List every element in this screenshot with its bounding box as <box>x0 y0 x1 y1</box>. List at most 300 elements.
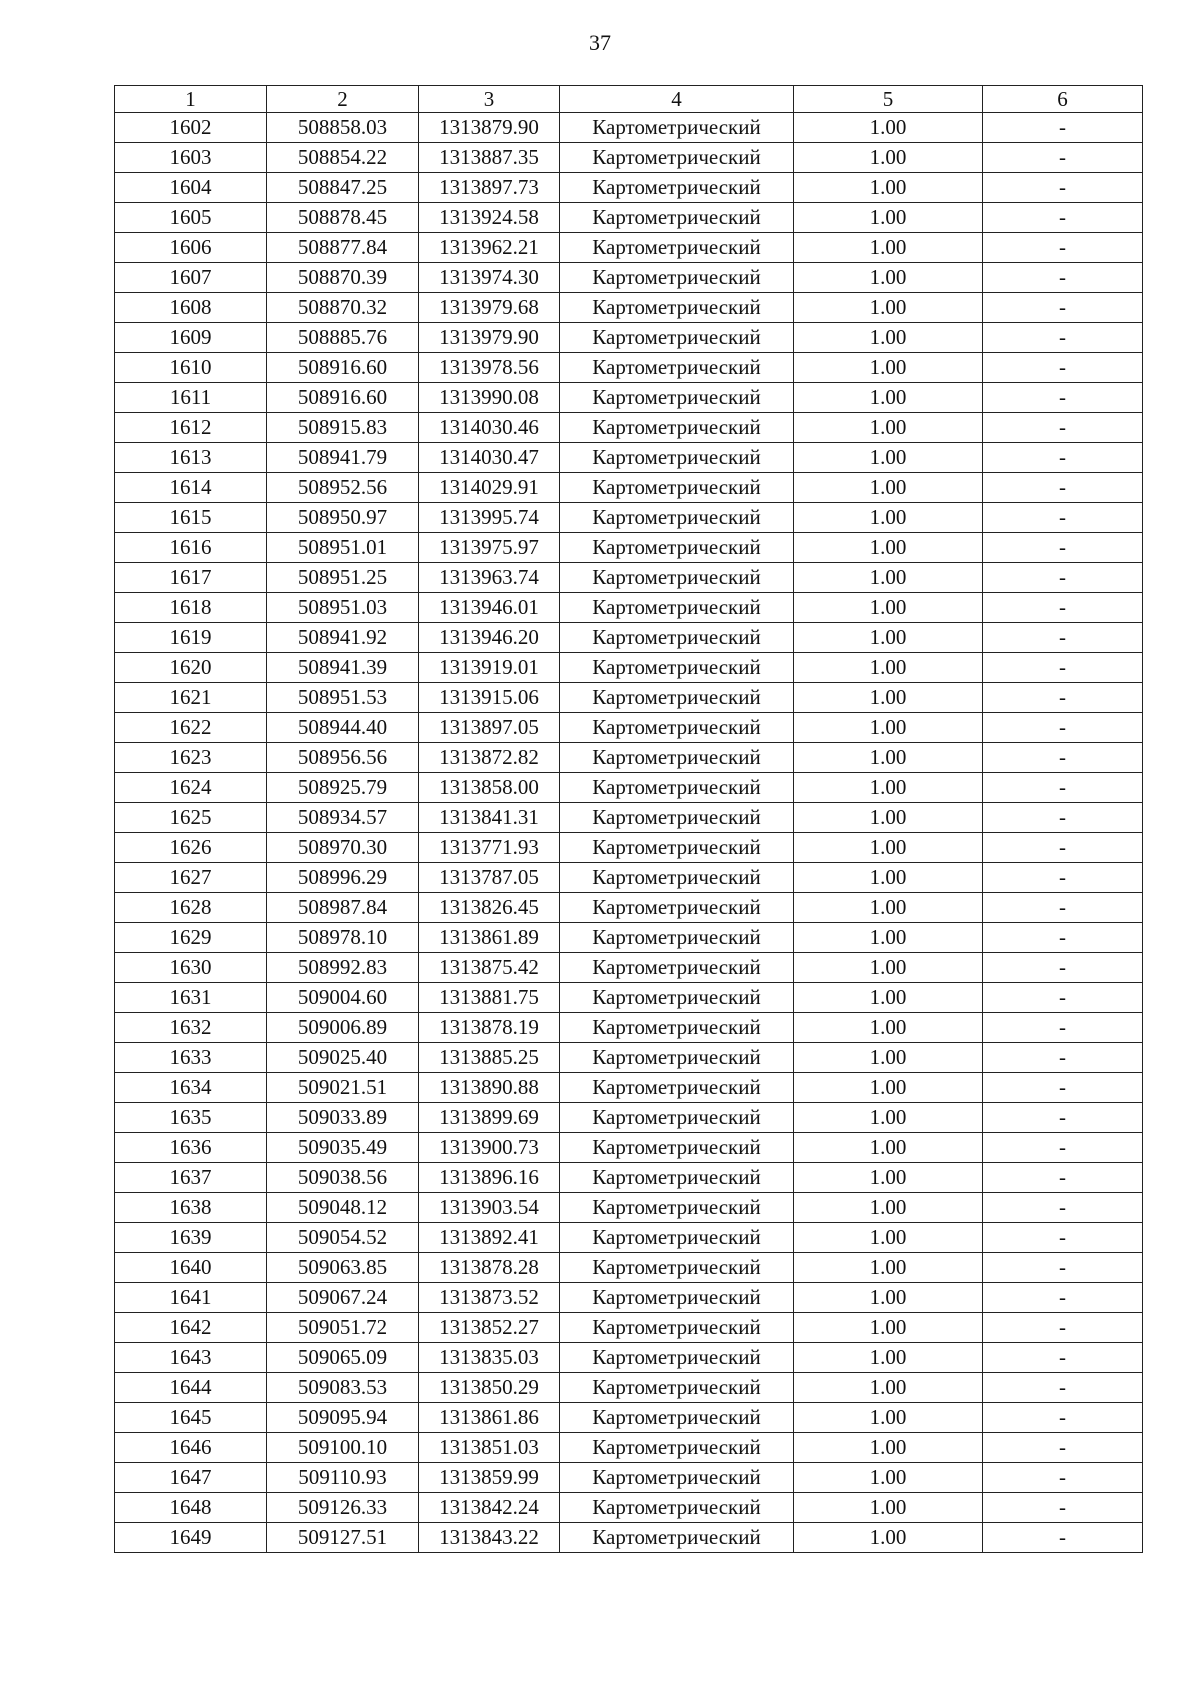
table-cell: Картометрический <box>560 743 794 773</box>
table-cell: 1633 <box>115 1043 267 1073</box>
table-cell: 508941.92 <box>267 623 419 653</box>
table-cell: 508885.76 <box>267 323 419 353</box>
table-cell: 1313962.21 <box>419 233 560 263</box>
table-cell: 1630 <box>115 953 267 983</box>
table-cell: 509100.10 <box>267 1433 419 1463</box>
table-cell: 1613 <box>115 443 267 473</box>
table-cell: 1313963.74 <box>419 563 560 593</box>
table-row <box>115 1073 1143 1103</box>
table-cell: 509006.89 <box>267 1013 419 1043</box>
table-cell: 1605 <box>115 203 267 233</box>
table-cell: - <box>983 263 1143 293</box>
table-cell: 1313852.27 <box>419 1313 560 1343</box>
table-cell: - <box>983 533 1143 563</box>
table-cell: Картометрический <box>560 593 794 623</box>
table-cell: 508951.01 <box>267 533 419 563</box>
table-cell: 1313946.20 <box>419 623 560 653</box>
column-header: 5 <box>794 86 983 113</box>
table-cell: - <box>983 1313 1143 1343</box>
table-cell: 1.00 <box>794 113 983 143</box>
table-cell: - <box>983 833 1143 863</box>
table-cell: 509063.85 <box>267 1253 419 1283</box>
table-cell: 509126.33 <box>267 1493 419 1523</box>
table-cell: 1.00 <box>794 953 983 983</box>
table-cell: 1641 <box>115 1283 267 1313</box>
table-row <box>115 953 1143 983</box>
table-cell: 1313903.54 <box>419 1193 560 1223</box>
table-cell: Картометрический <box>560 713 794 743</box>
table-cell: 1313878.28 <box>419 1253 560 1283</box>
table-cell: Картометрический <box>560 683 794 713</box>
table-cell: 1629 <box>115 923 267 953</box>
table-cell: 508944.40 <box>267 713 419 743</box>
table-cell: 508956.56 <box>267 743 419 773</box>
table-cell: 1313858.00 <box>419 773 560 803</box>
table-cell: 508996.29 <box>267 863 419 893</box>
table-cell: Картометрический <box>560 653 794 683</box>
table-cell: - <box>983 1073 1143 1103</box>
table-cell: 1313887.35 <box>419 143 560 173</box>
table-cell: Картометрический <box>560 803 794 833</box>
table-cell: - <box>983 323 1143 353</box>
table-cell: 1.00 <box>794 1463 983 1493</box>
table-cell: 1640 <box>115 1253 267 1283</box>
table-cell: 508992.83 <box>267 953 419 983</box>
table-cell: - <box>983 773 1143 803</box>
table-cell: 1609 <box>115 323 267 353</box>
table-cell: 1313881.75 <box>419 983 560 1013</box>
table-cell: 1313787.05 <box>419 863 560 893</box>
table-cell: 509127.51 <box>267 1523 419 1553</box>
table-cell: 509048.12 <box>267 1193 419 1223</box>
table-cell: 508870.39 <box>267 263 419 293</box>
table-cell: 1.00 <box>794 413 983 443</box>
table-cell: 1.00 <box>794 1373 983 1403</box>
table-row <box>115 173 1143 203</box>
column-header: 1 <box>115 86 267 113</box>
table-cell: 1617 <box>115 563 267 593</box>
table-cell: Картометрический <box>560 203 794 233</box>
table-cell: 1637 <box>115 1163 267 1193</box>
table-cell: - <box>983 1133 1143 1163</box>
table-cell: 1622 <box>115 713 267 743</box>
table-row <box>115 833 1143 863</box>
table-cell: 508970.30 <box>267 833 419 863</box>
table-cell: 1314030.46 <box>419 413 560 443</box>
table-cell: Картометрический <box>560 533 794 563</box>
table-cell: 1615 <box>115 503 267 533</box>
table-cell: - <box>983 443 1143 473</box>
table-cell: 1.00 <box>794 503 983 533</box>
table-row <box>115 923 1143 953</box>
table-cell: 508952.56 <box>267 473 419 503</box>
table-row <box>115 593 1143 623</box>
table-cell: 1.00 <box>794 1133 983 1163</box>
table-cell: Картометрический <box>560 1493 794 1523</box>
table-row <box>115 443 1143 473</box>
table-cell: - <box>983 1523 1143 1553</box>
table-cell: Картометрический <box>560 1013 794 1043</box>
table-cell: 1610 <box>115 353 267 383</box>
table-cell: 1603 <box>115 143 267 173</box>
table-cell: 1313861.89 <box>419 923 560 953</box>
table-header-row <box>115 86 1143 113</box>
table-cell: - <box>983 173 1143 203</box>
table-row <box>115 1193 1143 1223</box>
table-cell: 1647 <box>115 1463 267 1493</box>
table-cell: Картометрический <box>560 353 794 383</box>
table-cell: 1314029.91 <box>419 473 560 503</box>
table-cell: Картометрический <box>560 383 794 413</box>
table-cell: 509065.09 <box>267 1343 419 1373</box>
table-cell: 1313873.52 <box>419 1283 560 1313</box>
table-row <box>115 1103 1143 1133</box>
table-cell: - <box>983 713 1143 743</box>
table-cell: 1313899.69 <box>419 1103 560 1133</box>
table-cell: 1.00 <box>794 1343 983 1373</box>
table-cell: 1313979.68 <box>419 293 560 323</box>
table-cell: Картометрический <box>560 233 794 263</box>
table-cell: 1313900.73 <box>419 1133 560 1163</box>
table-row <box>115 383 1143 413</box>
table-cell: 1.00 <box>794 563 983 593</box>
table-cell: - <box>983 383 1143 413</box>
table-cell: 1.00 <box>794 1073 983 1103</box>
table-cell: 1620 <box>115 653 267 683</box>
table-cell: 1.00 <box>794 983 983 1013</box>
table-cell: 1313979.90 <box>419 323 560 353</box>
table-row <box>115 1343 1143 1373</box>
table-cell: Картометрический <box>560 1073 794 1103</box>
table-cell: 509033.89 <box>267 1103 419 1133</box>
table-cell: 1313974.30 <box>419 263 560 293</box>
table-row <box>115 503 1143 533</box>
table-cell: 1.00 <box>794 1403 983 1433</box>
table-cell: - <box>983 593 1143 623</box>
table-cell: 1.00 <box>794 593 983 623</box>
table-row <box>115 773 1143 803</box>
table-cell: 509054.52 <box>267 1223 419 1253</box>
table-row <box>115 803 1143 833</box>
table-cell: 1.00 <box>794 863 983 893</box>
table-cell: 509051.72 <box>267 1313 419 1343</box>
table-cell: - <box>983 1013 1143 1043</box>
table-cell: Картометрический <box>560 443 794 473</box>
column-header: 2 <box>267 86 419 113</box>
table-cell: 508950.97 <box>267 503 419 533</box>
table-cell: - <box>983 683 1143 713</box>
table-cell: 508987.84 <box>267 893 419 923</box>
table-cell: 1313771.93 <box>419 833 560 863</box>
table-cell: 508951.53 <box>267 683 419 713</box>
table-cell: 508915.83 <box>267 413 419 443</box>
table-cell: 1.00 <box>794 1223 983 1253</box>
table-cell: 509035.49 <box>267 1133 419 1163</box>
table-cell: Картометрический <box>560 1523 794 1553</box>
coordinates-table <box>114 85 1143 1553</box>
table-cell: 1636 <box>115 1133 267 1163</box>
table-cell: 1314030.47 <box>419 443 560 473</box>
table-cell: 1649 <box>115 1523 267 1553</box>
table-cell: 1313896.16 <box>419 1163 560 1193</box>
table-row <box>115 983 1143 1013</box>
table-cell: - <box>983 1163 1143 1193</box>
table-cell: 508916.60 <box>267 383 419 413</box>
table-cell: 1639 <box>115 1223 267 1253</box>
table-cell: 1.00 <box>794 173 983 203</box>
table-cell: 1.00 <box>794 1433 983 1463</box>
table-cell: 1.00 <box>794 443 983 473</box>
table-cell: 1.00 <box>794 233 983 263</box>
table-cell: - <box>983 653 1143 683</box>
table-cell: Картометрический <box>560 1133 794 1163</box>
table-cell: Картометрический <box>560 1313 794 1343</box>
table-row <box>115 323 1143 353</box>
table-cell: 1625 <box>115 803 267 833</box>
table-cell: 1.00 <box>794 263 983 293</box>
table-cell: 1.00 <box>794 1103 983 1133</box>
table-cell: 1.00 <box>794 623 983 653</box>
table-cell: 1.00 <box>794 1313 983 1343</box>
table-row <box>115 1283 1143 1313</box>
table-cell: 1313975.97 <box>419 533 560 563</box>
table-cell: Картометрический <box>560 893 794 923</box>
table-cell: 1638 <box>115 1193 267 1223</box>
table-cell: 509021.51 <box>267 1073 419 1103</box>
table-cell: Картометрический <box>560 863 794 893</box>
table-cell: Картометрический <box>560 1253 794 1283</box>
table-cell: Картометрический <box>560 503 794 533</box>
table-cell: 1.00 <box>794 143 983 173</box>
table-row <box>115 1493 1143 1523</box>
table-cell: 1313850.29 <box>419 1373 560 1403</box>
table-cell: 1313890.88 <box>419 1073 560 1103</box>
table-cell: 1313919.01 <box>419 653 560 683</box>
table-row <box>115 473 1143 503</box>
table-row <box>115 623 1143 653</box>
table-cell: Картометрический <box>560 263 794 293</box>
table-cell: 508877.84 <box>267 233 419 263</box>
table-cell: 1.00 <box>794 293 983 323</box>
table-row <box>115 1013 1143 1043</box>
table-cell: - <box>983 1283 1143 1313</box>
table-cell: 1.00 <box>794 1523 983 1553</box>
table-cell: Картометрический <box>560 833 794 863</box>
table-cell: 1313995.74 <box>419 503 560 533</box>
table-cell: 1313915.06 <box>419 683 560 713</box>
table-cell: 1.00 <box>794 683 983 713</box>
table-cell: 509110.93 <box>267 1463 419 1493</box>
table-cell: 1.00 <box>794 1163 983 1193</box>
table-cell: 1.00 <box>794 353 983 383</box>
table-cell: 1.00 <box>794 923 983 953</box>
table-body <box>115 113 1143 1553</box>
table-cell: 1.00 <box>794 803 983 833</box>
table-cell: Картометрический <box>560 983 794 1013</box>
table-cell: Картометрический <box>560 953 794 983</box>
table-cell: 1313978.56 <box>419 353 560 383</box>
table-cell: 1646 <box>115 1433 267 1463</box>
table-cell: - <box>983 623 1143 653</box>
table-row <box>115 263 1143 293</box>
table-cell: 1.00 <box>794 323 983 353</box>
table-cell: 508978.10 <box>267 923 419 953</box>
table-cell: 1612 <box>115 413 267 443</box>
table-cell: 508941.39 <box>267 653 419 683</box>
table-cell: Картометрический <box>560 1043 794 1073</box>
table-cell: - <box>983 1433 1143 1463</box>
table-cell: 509083.53 <box>267 1373 419 1403</box>
column-header: 4 <box>560 86 794 113</box>
table-cell: 1645 <box>115 1403 267 1433</box>
table-cell: 1.00 <box>794 203 983 233</box>
table-row <box>115 653 1143 683</box>
table-row <box>115 1133 1143 1163</box>
table-cell: 508934.57 <box>267 803 419 833</box>
table-cell: 1313861.86 <box>419 1403 560 1433</box>
table-cell: 1313872.82 <box>419 743 560 773</box>
table-cell: - <box>983 1043 1143 1073</box>
table-cell: - <box>983 1223 1143 1253</box>
table-cell: Картометрический <box>560 113 794 143</box>
table-cell: - <box>983 1403 1143 1433</box>
table-cell: 509038.56 <box>267 1163 419 1193</box>
table-cell: 508951.03 <box>267 593 419 623</box>
table-cell: - <box>983 113 1143 143</box>
table-cell: 1642 <box>115 1313 267 1343</box>
table-row <box>115 413 1143 443</box>
table-row <box>115 713 1143 743</box>
table-cell: 508878.45 <box>267 203 419 233</box>
table-cell: 1644 <box>115 1373 267 1403</box>
table-row <box>115 563 1143 593</box>
table-cell: 508858.03 <box>267 113 419 143</box>
table-cell: 1607 <box>115 263 267 293</box>
table-cell: 1.00 <box>794 1283 983 1313</box>
table-cell: 1313879.90 <box>419 113 560 143</box>
table-cell: 509025.40 <box>267 1043 419 1073</box>
table-cell: Картометрический <box>560 1283 794 1313</box>
table-cell: 1602 <box>115 113 267 143</box>
table-cell: Картометрический <box>560 173 794 203</box>
table-cell: - <box>983 893 1143 923</box>
table-cell: Картометрический <box>560 623 794 653</box>
table-cell: - <box>983 983 1143 1013</box>
table-row <box>115 1523 1143 1553</box>
table-cell: - <box>983 863 1143 893</box>
table-cell: 1313835.03 <box>419 1343 560 1373</box>
table-cell: - <box>983 503 1143 533</box>
table-cell: 509067.24 <box>267 1283 419 1313</box>
table-cell: 508941.79 <box>267 443 419 473</box>
table-cell: 1.00 <box>794 1493 983 1523</box>
table-row <box>115 113 1143 143</box>
table-cell: 509004.60 <box>267 983 419 1013</box>
table-row <box>115 683 1143 713</box>
table-cell: Картометрический <box>560 923 794 953</box>
table-cell: 508870.32 <box>267 293 419 323</box>
table-cell: - <box>983 1103 1143 1133</box>
table-cell: Картометрический <box>560 413 794 443</box>
table-cell: 1626 <box>115 833 267 863</box>
table-cell: 1624 <box>115 773 267 803</box>
table-row <box>115 743 1143 773</box>
column-header: 6 <box>983 86 1143 113</box>
table-cell: 1618 <box>115 593 267 623</box>
table-cell: 1643 <box>115 1343 267 1373</box>
table-cell: 1.00 <box>794 473 983 503</box>
table-cell: Картометрический <box>560 1193 794 1223</box>
table-cell: 1.00 <box>794 743 983 773</box>
table-cell: 1313897.73 <box>419 173 560 203</box>
table-row <box>115 143 1143 173</box>
table-cell: 1616 <box>115 533 267 563</box>
table-cell: 508854.22 <box>267 143 419 173</box>
table-cell: Картометрический <box>560 293 794 323</box>
table-row <box>115 233 1143 263</box>
table-cell: 1606 <box>115 233 267 263</box>
table-row <box>115 893 1143 923</box>
table-cell: Картометрический <box>560 773 794 803</box>
table-cell: 1.00 <box>794 1043 983 1073</box>
table-cell: 1.00 <box>794 533 983 563</box>
table-cell: 509095.94 <box>267 1403 419 1433</box>
table-cell: 1313875.42 <box>419 953 560 983</box>
table-cell: 508847.25 <box>267 173 419 203</box>
table-cell: 1632 <box>115 1013 267 1043</box>
table-cell: 1313946.01 <box>419 593 560 623</box>
table-cell: - <box>983 803 1143 833</box>
table-row <box>115 1433 1143 1463</box>
table-cell: 1611 <box>115 383 267 413</box>
table-cell: 1604 <box>115 173 267 203</box>
table-cell: 1.00 <box>794 1253 983 1283</box>
table-cell: 1623 <box>115 743 267 773</box>
table-cell: - <box>983 1463 1143 1493</box>
table-cell: 1313841.31 <box>419 803 560 833</box>
table-cell: Картометрический <box>560 1223 794 1253</box>
table-row <box>115 1253 1143 1283</box>
table-cell: 1313851.03 <box>419 1433 560 1463</box>
table-cell: 1.00 <box>794 1013 983 1043</box>
table-cell: 1648 <box>115 1493 267 1523</box>
table-cell: 1614 <box>115 473 267 503</box>
table-cell: Картометрический <box>560 1103 794 1133</box>
column-header: 3 <box>419 86 560 113</box>
table-cell: 1313826.45 <box>419 893 560 923</box>
table-row <box>115 1463 1143 1493</box>
table-cell: 1634 <box>115 1073 267 1103</box>
table-cell: 1.00 <box>794 833 983 863</box>
table-cell: - <box>983 413 1143 443</box>
table-cell: 1313878.19 <box>419 1013 560 1043</box>
table-row <box>115 533 1143 563</box>
table-cell: - <box>983 143 1143 173</box>
table-cell: 1.00 <box>794 773 983 803</box>
table-cell: 1313897.05 <box>419 713 560 743</box>
table-row <box>115 353 1143 383</box>
table-cell: Картометрический <box>560 1343 794 1373</box>
table-cell: - <box>983 203 1143 233</box>
table-row <box>115 1373 1143 1403</box>
table-cell: 508916.60 <box>267 353 419 383</box>
table-cell: 508925.79 <box>267 773 419 803</box>
table-cell: 1627 <box>115 863 267 893</box>
table-cell: 1608 <box>115 293 267 323</box>
table-cell: 1313885.25 <box>419 1043 560 1073</box>
table-row <box>115 203 1143 233</box>
table-cell: - <box>983 1493 1143 1523</box>
